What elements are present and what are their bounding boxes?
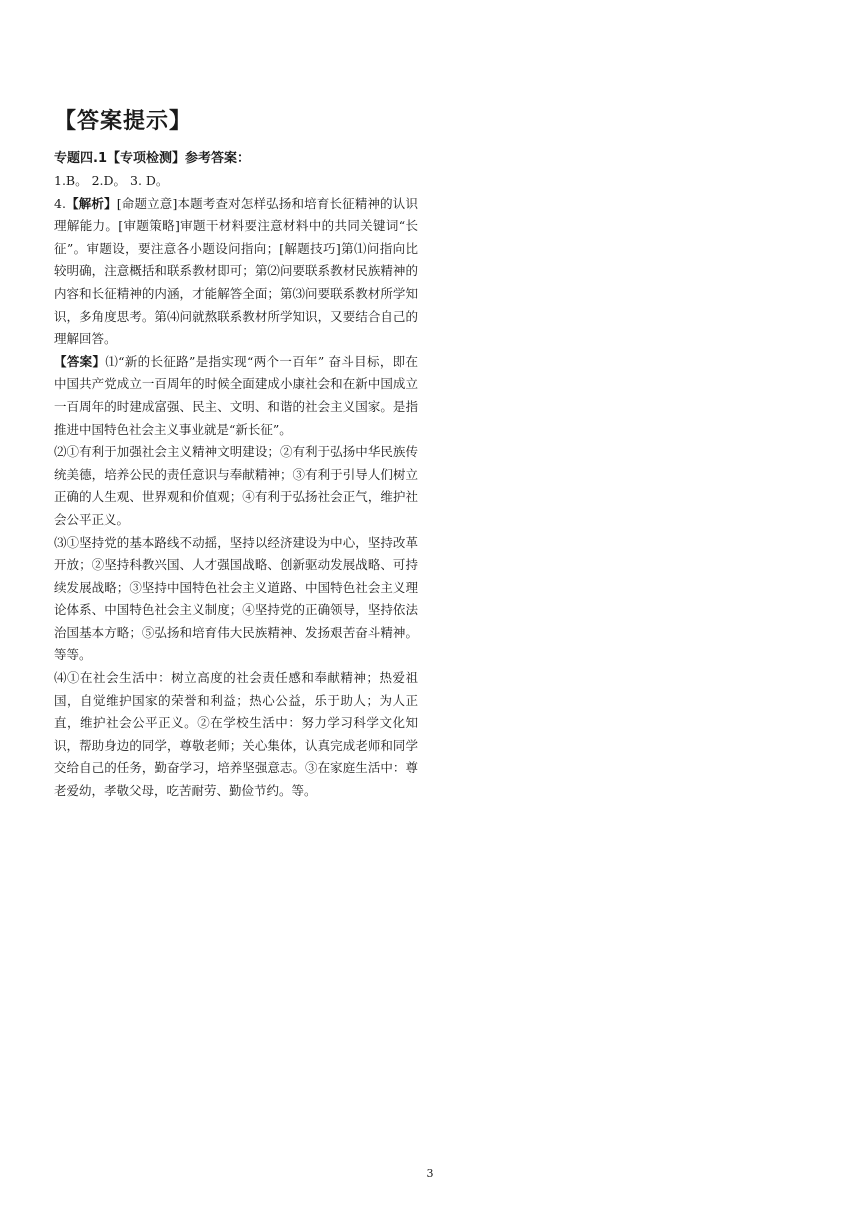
subsection-title-suffix: 参考答案： <box>184 151 250 166</box>
answer-part-3: ⑶①坚持党的基本路线不动摇，坚持以经济建设为中心，坚持改革开放；②坚持科教兴国、人才强国战略、创新驱动发展战略、可持续发展战略；③坚持中国特色社会主义道路、中国特色社会主义理论体系、中国特色社会主义制度；④坚持党的正确领导，坚持依法治国基本方略；⑤弘扬和培育伟大民族精神、发扬艰苦奋斗精神。等等。 <box>54 534 418 663</box>
subsection-title <box>54 147 250 166</box>
question-number: 4. <box>54 195 66 211</box>
answer-content <box>54 170 418 803</box>
analysis-paragraph <box>54 193 418 351</box>
answer-part-4: ⑷①在社会生活中：树立高度的社会责任感和奉献精神；热爱祖国，自觉维护国家的荣誉和利益；热心公益，乐于助人；为人正直，维护社会公平正义。②在学校生活中：努力学习科学文化知识，帮助身边的同学，尊敬老师；关心集体，认真完成老师和同学交给自己的任务，勤奋学习，培养坚强意志。③在家庭生活中：尊老爱幼，孝敬父母，吃苦耐劳、勤俭节约。等。 <box>54 670 418 799</box>
answer-part-1-text: ⑴“新的长征路”是指实现“两个一百年” 奋斗目标，即在中国共产党成立一百周年的时候全面建成小康社会和在新中国成立一百周年的时建成富强、民主、文明、和谐的社会主义国家。是指推进中国特色社会主义事业就是“新长征”。 <box>54 353 418 437</box>
analysis-text: [命题立意]本题考查对怎样弘扬和培育长征精神的认识理解能力。[审题策略]审题干材料要注意材料中的共同关键词“长征”。审题设，要注意各小题设问指向；[解题技巧]第⑴问指向比较明确，注意概括和联系教材即可；第⑵问要联系教材民族精神的内容和长征精神的内涵，才能解答全面；第⑶问要联系教材所学知识，多角度思考。第⑷问就熬联系教材所学知识，又要结合自己的理解回答。 <box>54 195 418 347</box>
analysis-tag: 【解析】 <box>65 195 117 211</box>
section-heading: 【答案提示】 <box>54 109 193 134</box>
page-number: 3 <box>426 1167 434 1180</box>
answer-part-1 <box>54 351 418 441</box>
subsection-title-main: 专题四.1【专项检测】 <box>54 151 185 166</box>
multiple-choice-answers: 1.B。 2.D。 3. D。 <box>54 173 169 188</box>
answer-tag: 【答案】 <box>54 353 106 369</box>
answer-part-2: ⑵①有利于加强社会主义精神文明建设；②有利于弘扬中华民族传统美德，培养公民的责任意识与奉献精神；③有利于引导人们树立正确的人生观、世界观和价值观；④有利于弘扬社会正气，维护社会公平正义。 <box>54 444 418 527</box>
